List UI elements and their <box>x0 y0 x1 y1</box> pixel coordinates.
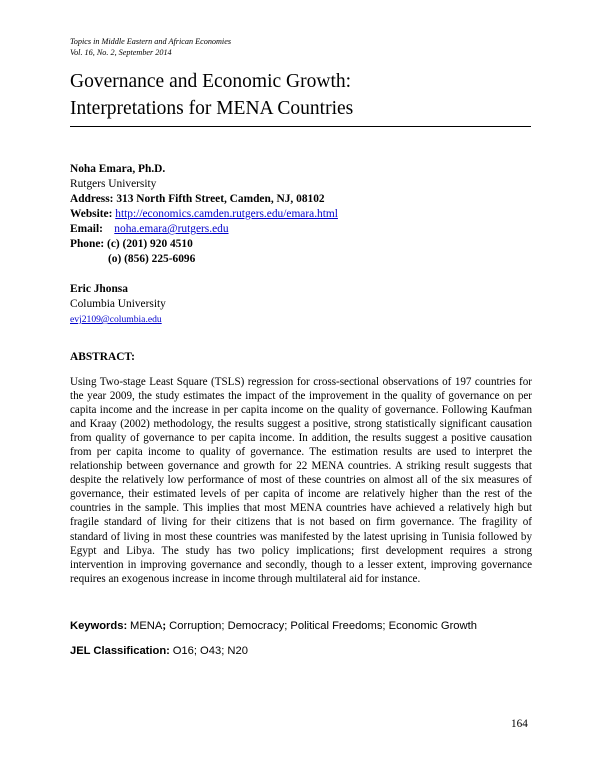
journal-header <box>70 36 231 58</box>
phone-office: (o) (856) 225-6096 <box>108 253 196 265</box>
title-divider <box>70 126 531 127</box>
keywords-label: Keywords: <box>70 620 128 632</box>
paper-title <box>70 68 532 122</box>
author-block-2 <box>70 282 166 327</box>
author-2-email-link[interactable]: evj2109@columbia.edu <box>70 314 162 325</box>
keyword-first: MENA <box>130 620 163 632</box>
jel-value: O16; O43; N20 <box>172 645 248 657</box>
page-number: 164 <box>511 718 528 730</box>
keywords-rest: Corruption; Democracy; Political Freedoms; Economic Growth <box>166 620 477 632</box>
author-2-affiliation: Columbia University <box>70 298 166 310</box>
email-link[interactable]: noha.emara@rutgers.edu <box>114 223 229 235</box>
keyword-separator: ; <box>162 620 167 632</box>
author-1-email <box>70 222 338 237</box>
phone-label: Phone: <box>70 238 105 250</box>
jel-line <box>70 645 248 657</box>
author-1-phone-office <box>70 252 338 267</box>
author-1-name: Noha Emara, Ph.D. <box>70 163 166 175</box>
abstract-heading: ABSTRACT: <box>70 351 135 363</box>
phone-cell: (c) (201) 920 4510 <box>107 238 193 250</box>
jel-label: JEL Classification: <box>70 645 170 657</box>
author-2-name: Eric Jhonsa <box>70 283 128 295</box>
author-1-affiliation: Rutgers University <box>70 178 157 190</box>
title-line-1: Governance and Economic Growth: <box>70 71 352 92</box>
website-link[interactable]: http://economics.camden.rutgers.edu/emara.html <box>115 208 338 220</box>
journal-issue: Vol. 16, No. 2, September 2014 <box>70 48 172 57</box>
email-label: Email: <box>70 223 103 235</box>
author-1-phone <box>70 237 338 252</box>
author-1-website <box>70 207 338 222</box>
abstract-text: Using Two-stage Least Square (TSLS) regression for cross-sectional observations of 197 countries for the year 2009, the study estimates the impact of the improvement in the quality of governance on per capita income and the increase in per capita income on the quality of governance. Following Kaufman and Kraay (2002) methodology, the results suggest a positive, strong statistically significant causation from quality of governance to per capita income. In addition, the results suggest a positive causation from per capita income to quality of governance. The estimation results are used to interpret the relationship between governance and growth for 22 MENA countries. A striking result suggests that despite the relatively low performance of most of these countries on almost all of the six measures of governance, their estimated levels of per capita of income are relatively higher than the rest of the countries in the sample. This implies that most MENA countries have achieved a relatively high but fragile standard of living for their citizens that is not based on firm governance. The fragility of standard of living in most these countries was manifested by the latest uprising in Tunisia followed by Egypt and Libya. The study has two policy implications; first development requires a strong intervention in improving governance and secondly, though to a lesser extent, improving governance requires an exogenous increase in income through multilateral aid for instance. <box>70 376 532 585</box>
address-value: 313 North Fifth Street, Camden, NJ, 08102 <box>116 193 325 205</box>
website-label: Website: <box>70 208 113 220</box>
author-block-1 <box>70 162 338 267</box>
journal-name: Topics in Middle Eastern and African Economies <box>70 37 232 46</box>
author-1-address <box>70 192 338 207</box>
keywords-line <box>70 620 477 632</box>
address-label: Address: <box>70 193 114 205</box>
title-line-2: Interpretations for MENA Countries <box>70 98 354 119</box>
